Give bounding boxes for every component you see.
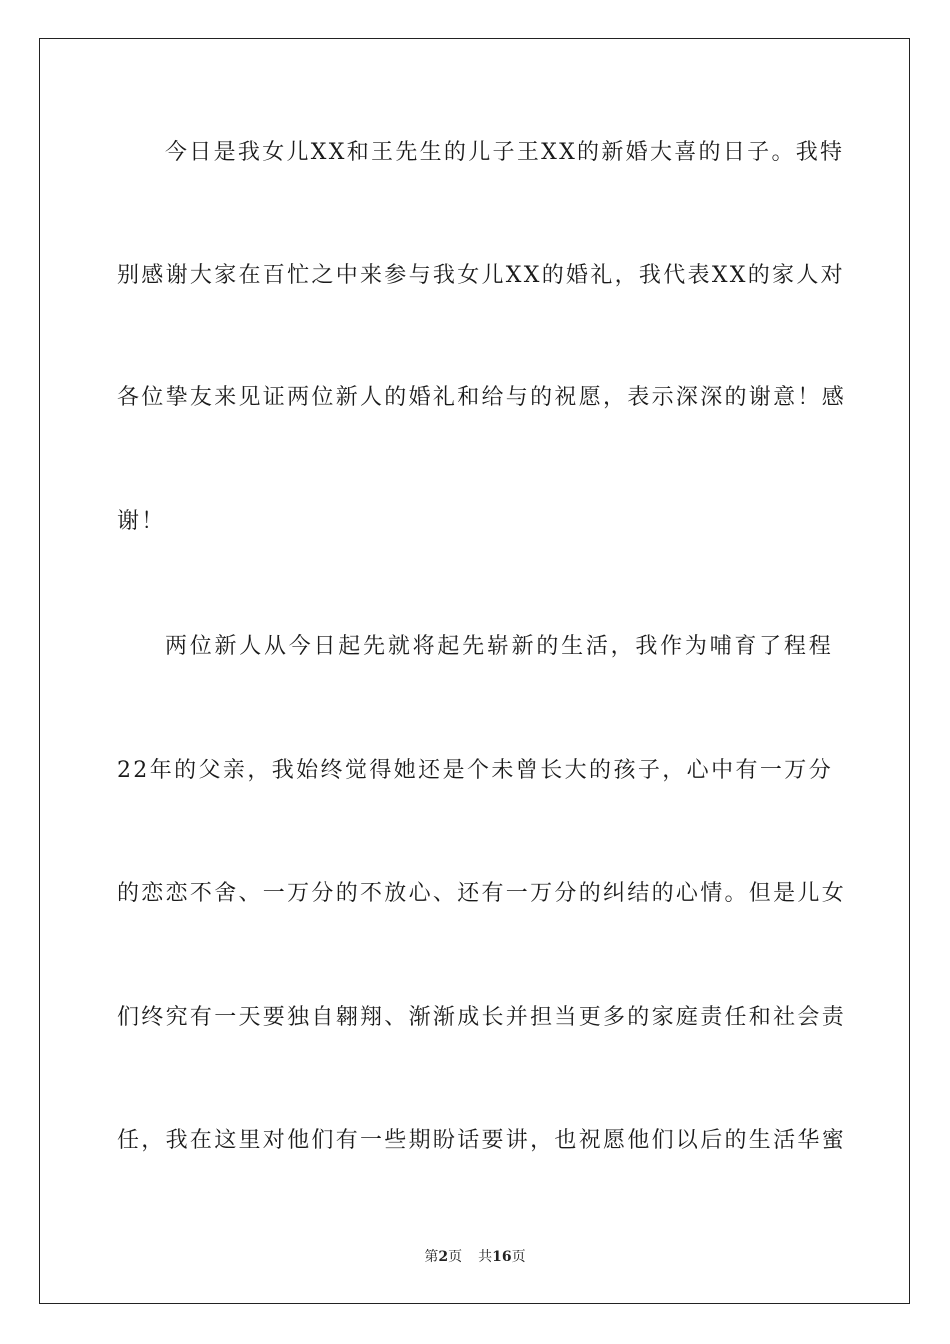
page-number: 2 xyxy=(438,1249,449,1265)
paragraph-2-line-3: 的恋恋不舍、一万分的不放心、还有一万分的纠结的心情。但是儿女 xyxy=(117,881,847,906)
page-border xyxy=(39,38,910,1304)
paragraph-1-line-3: 各位挚友来见证两位新人的婚礼和给与的祝愿，表示深深的谢意！感 xyxy=(117,385,847,410)
paragraph-1-line-4: 谢！ xyxy=(117,509,166,534)
paragraph-1-line-2: 别感谢大家在百忙之中来参与我女儿XX的婚礼，我代表XX的家人对 xyxy=(117,263,845,288)
page-footer xyxy=(0,1248,950,1266)
paragraph-1-line-1: 今日是我女儿XX和王先生的儿子王XX的新婚大喜的日子。我特 xyxy=(165,140,845,165)
paragraph-2-line-2: 22年的父亲，我始终觉得她还是个未曾长大的孩子，心中有一万分 xyxy=(117,758,833,783)
page-label-prefix: 第 xyxy=(424,1249,439,1265)
paragraph-2-line-4: 们终究有一天要独自翱翔、渐渐成长并担当更多的家庭责任和社会责 xyxy=(117,1005,847,1030)
total-pages: 16 xyxy=(492,1249,512,1265)
page-label-suffix: 页 xyxy=(448,1249,463,1265)
total-label-prefix: 共 xyxy=(478,1249,493,1265)
paragraph-2-line-5: 任，我在这里对他们有一些期盼话要讲，也祝愿他们以后的生活华蜜 xyxy=(117,1128,847,1153)
total-label-suffix: 页 xyxy=(511,1249,526,1265)
paragraph-2-line-1: 两位新人从今日起先就将起先崭新的生活，我作为哺育了程程 xyxy=(165,634,833,659)
